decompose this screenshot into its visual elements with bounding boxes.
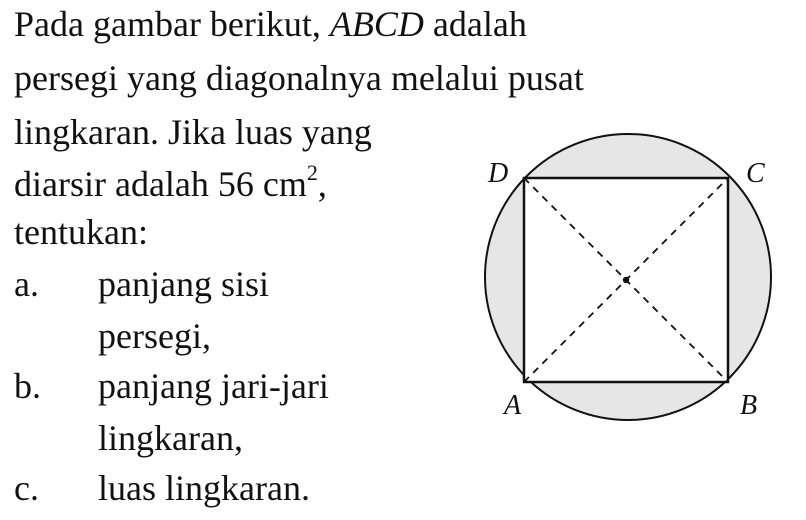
problem-line-1 xyxy=(14,4,527,44)
problem-line-4 xyxy=(14,160,327,204)
square-name: ABCD xyxy=(329,4,424,44)
problem-line-4-text-b: , xyxy=(317,164,327,204)
vertex-label-b: B xyxy=(740,390,758,421)
vertex-label-d: D xyxy=(488,158,509,189)
question-a-line-2: persegi, xyxy=(98,316,211,356)
question-c-line-1: luas lingkaran. xyxy=(98,468,310,508)
problem-line-4-text-a: diarsir adalah 56 cm xyxy=(14,164,307,204)
question-b-line-2: lingkaran, xyxy=(98,418,243,458)
problem-line-2: persegi yang diagonalnya melalui pusat xyxy=(14,58,584,98)
question-c-marker: c. xyxy=(14,468,39,508)
question-b-line-1: panjang jari-jari xyxy=(98,366,329,406)
question-b-marker: b. xyxy=(14,366,41,406)
question-a-marker: a. xyxy=(14,264,39,304)
question-a-line-1: panjang sisi xyxy=(98,264,269,304)
problem-line-5: tentukan: xyxy=(14,212,148,252)
problem-line-1-text-b: adalah xyxy=(423,4,527,44)
problem-line-1-text-a: Pada gambar berikut, xyxy=(14,4,330,44)
area-unit-exponent: 2 xyxy=(306,160,318,185)
circle-center-dot xyxy=(623,277,629,283)
vertex-label-c: C xyxy=(746,158,765,189)
circle-square-figure xyxy=(470,120,806,430)
vertex-label-a: A xyxy=(504,390,522,421)
problem-line-3: lingkaran. Jika luas yang xyxy=(14,112,372,152)
